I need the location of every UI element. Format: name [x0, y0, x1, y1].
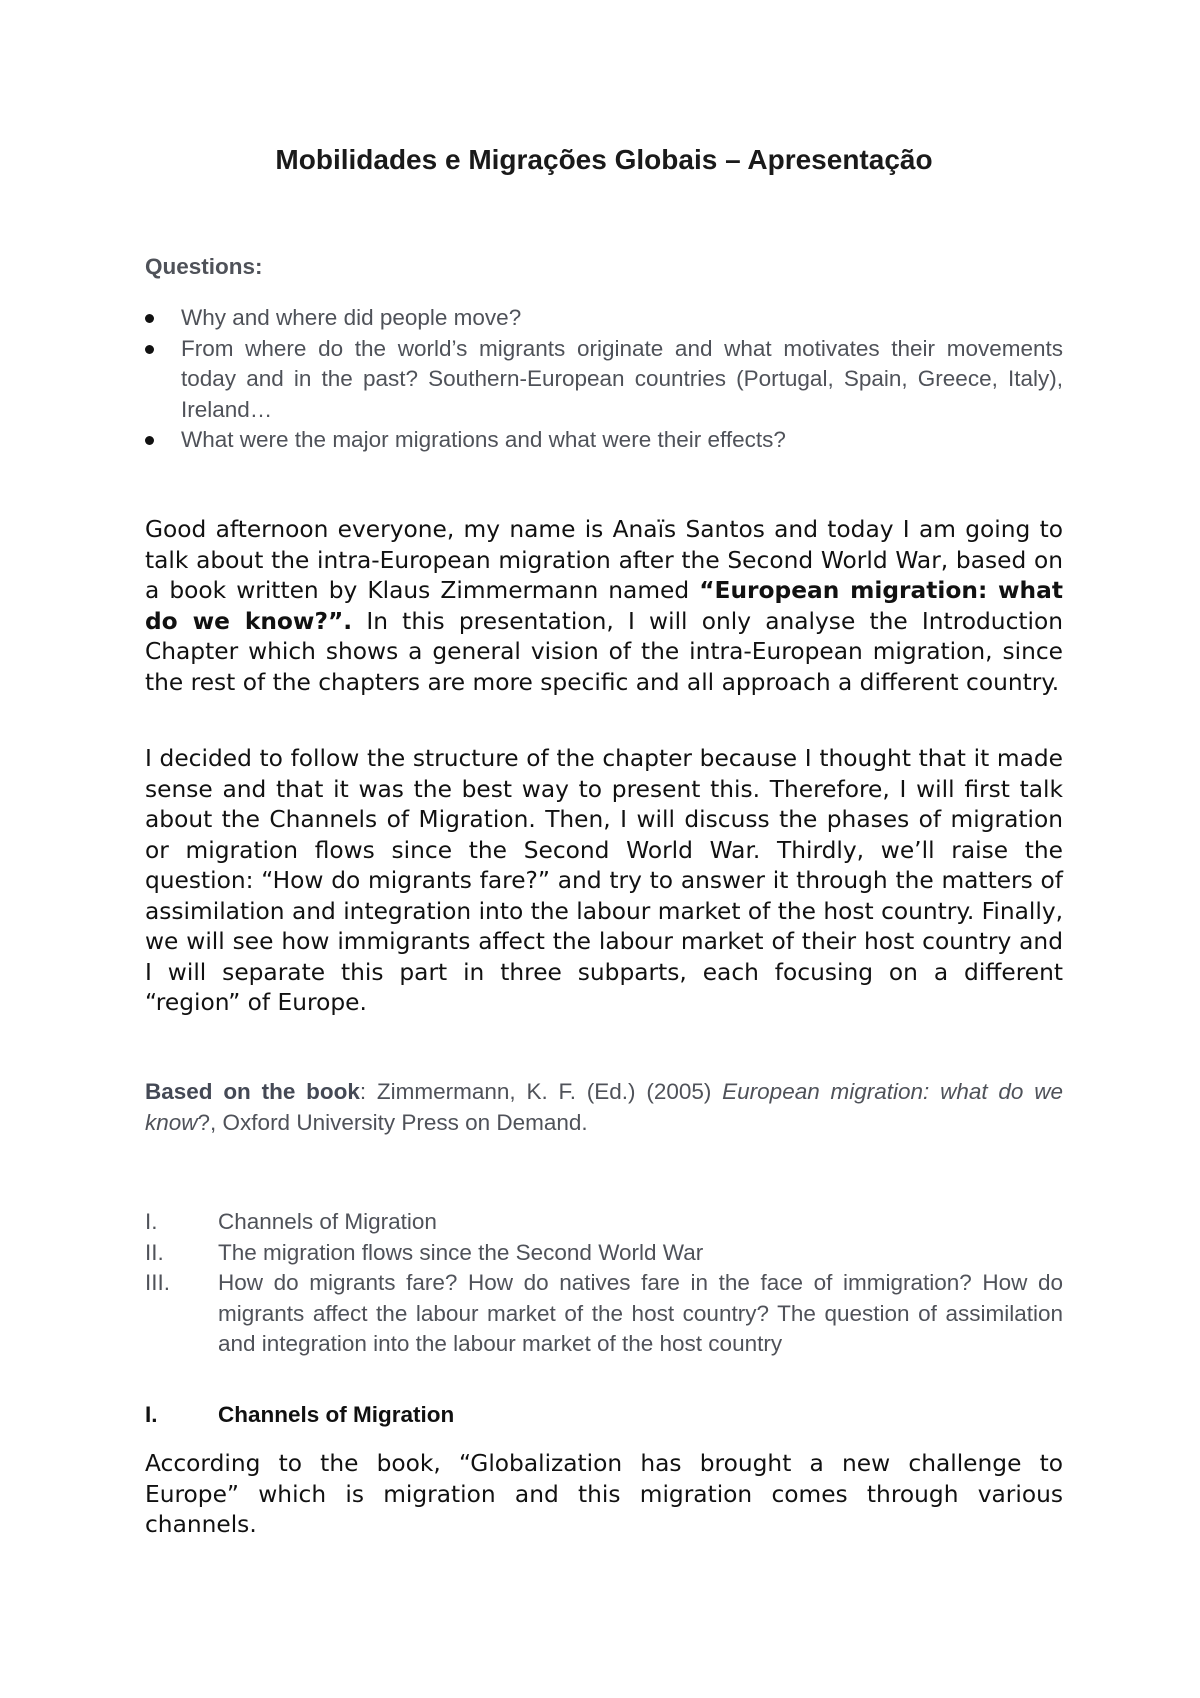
question-text: From where do the world’s migrants originate and what motivates their movements today and in the past? Southern-European countries (Portugal, Spain, Greece, Italy), Ireland…	[181, 335, 1063, 422]
structure-paragraph: I decided to follow the structure of the chapter because I thought that it made sense and that it was the best way to present this. Therefore, I will first talk about the Channels of Migration. Then, I will discuss the phases of migration or migration flows since the Second World War. Thirdly, we’ll raise the question: “How do migrants fare?” and try to answer it through the matters of assimilation and integration into the labour market of the host country. Finally, we will see how immigrants affect the labour market of their host country and I will separate this part in three subparts, each focusing on a different “region” of Europe.	[145, 745, 1064, 1016]
bullet-icon	[145, 345, 154, 354]
outline-number: I.	[145, 1209, 158, 1234]
intro-paragraph	[145, 515, 1063, 698]
outline-list	[145, 1207, 1063, 1360]
list-item	[145, 334, 1063, 426]
citation-label: Based on the book	[145, 1079, 360, 1104]
questions-list	[145, 303, 1063, 456]
question-text: Why and where did people move?	[181, 305, 522, 330]
outline-text: Channels of Migration	[218, 1209, 437, 1234]
section-title: Channels of Migration	[218, 1402, 455, 1427]
section-paragraph: According to the book, “Globalization has brought a new challenge to Europe” which is migration and this migration comes through various channels.	[145, 1450, 1063, 1538]
outline-number: II.	[145, 1239, 164, 1265]
list-item	[145, 1268, 1063, 1360]
intro-text-1: Good afternoon everyone, my name is Anaïs Santos and today I am going to talk about the intra-European migration after the Second World War, based on a book written by Klaus Zimmermann named	[145, 516, 1063, 604]
citation-suffix: ?, Oxford University Press on Demand.	[197, 1109, 588, 1135]
document-page	[145, 140, 1064, 1538]
list-item	[145, 303, 1063, 334]
citation-prefix: : Zimmermann, K. F. (Ed.) (2005)	[359, 1079, 723, 1104]
section-number: I.	[145, 1402, 158, 1427]
outline-text: The migration flows since the Second World War	[218, 1239, 704, 1265]
list-item	[145, 1238, 1063, 1269]
book-title: “European migration: what do we know?”.	[145, 577, 1063, 635]
question-text: What were the major migrations and what were their effects?	[181, 427, 786, 452]
bullet-icon	[145, 314, 154, 323]
questions-heading: Questions:	[145, 254, 263, 279]
document-title: Mobilidades e Migrações Globais – Apresentação	[275, 144, 933, 175]
bullet-icon	[145, 436, 154, 445]
outline-text: How do migrants fare? How do natives fare in the face of immigration? How do migrants affect the labour market of the host country? The question of assimilation and integration into the labour market of the host country	[218, 1270, 1063, 1356]
list-item	[145, 425, 1063, 456]
citation-title: European migration: what do we know	[145, 1079, 1063, 1135]
section-heading	[145, 1402, 1063, 1428]
intro-text-2: In this presentation, I will only analyse the Introduction Chapter which shows a general vision of the intra-European migration, since the rest of the chapters are more specific and all approach a different country.	[145, 607, 1064, 696]
outline-number: III.	[145, 1270, 171, 1295]
list-item	[145, 1207, 1063, 1238]
source-citation	[145, 1077, 1063, 1138]
